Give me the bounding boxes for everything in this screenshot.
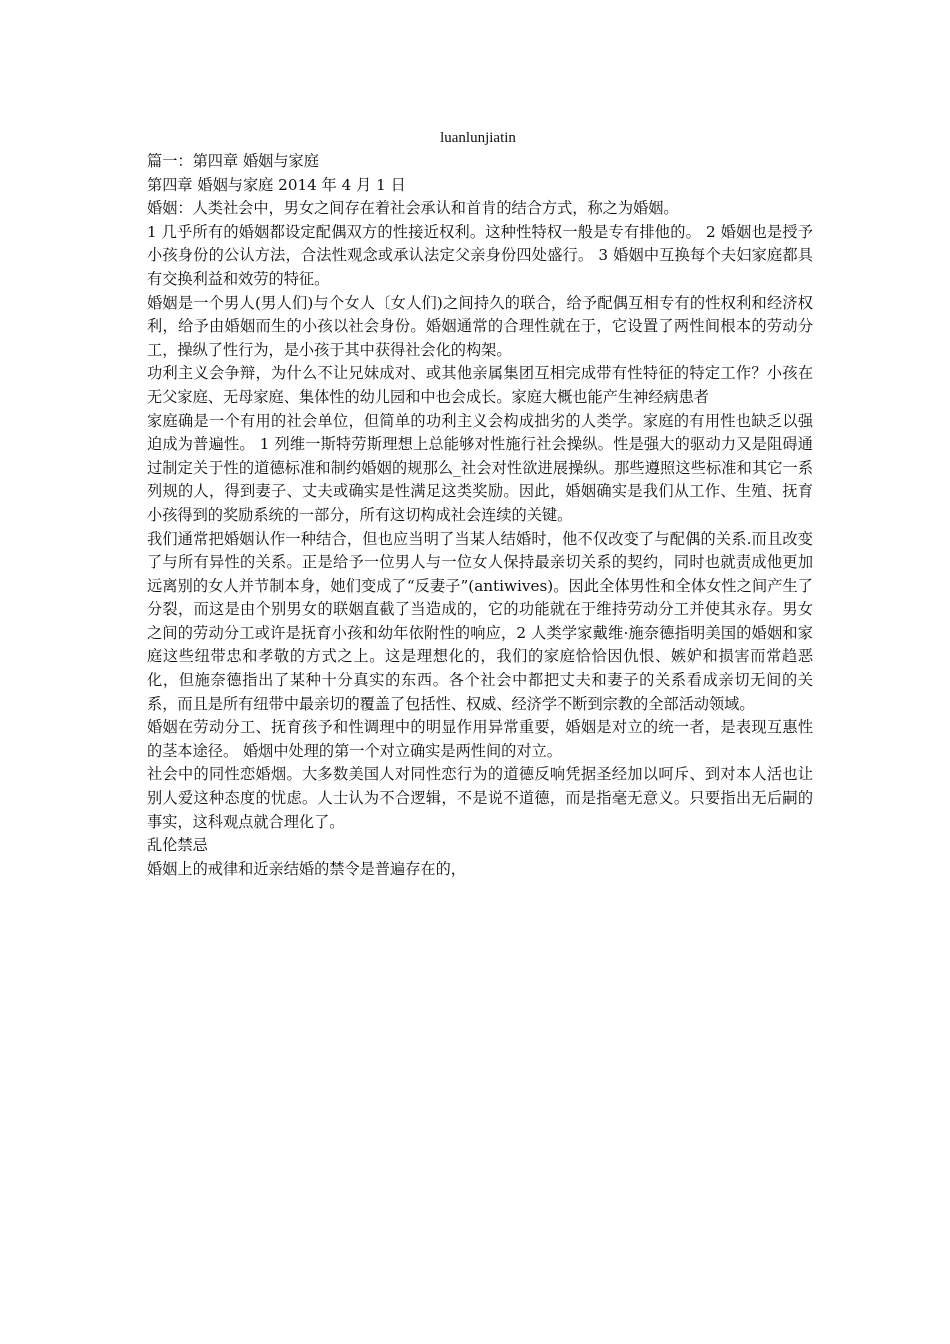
document-body [143,126,813,881]
paragraph: 婚姻是一个男人(男人们)与个女人〔女人们)之间持久的联合，给予配偶互相专有的性权利和经济权利，给予由婚姻而生的小孩以社会身份。婚姻通常的合理性就在于，它设置了两性间根本的劳动分工，操纵了性行为，是小孩于其中获得社会化的构架。 [147,293,813,359]
paragraph: 婚姻：人类社会中，男女之间存在着社会承认和首肯的结合方式，称之为婚姻。 [147,199,679,218]
paragraph: 婚姻在劳动分工、抚育孩予和性调理中的明显作用异常重要，婚姻是对立的统一者，是表现互惠性的茎本途径。 婚烟中处理的第一个对立确实是两性间的对立。 [147,718,813,760]
paragraph: 家庭确是一个有用的社会单位，但简单的功利主义会构成拙劣的人类学。家庭的有用性也缺乏以强迫成为普遍性。 1 列维一斯特劳斯理想上总能够对性施行社会操纵。性是强大的驱动力又是阻碍通过制定关于性的道德标准和制约婚姻的规那么_社会对性欲进展操纵。那些遵照这些标准和其它一系列规的人，得到妻子、丈夫或确实是性满足这类奖励。因此，婚姻确实是我们从工作、生殖、抚育小孩得到的奖励系统的一部分，所有这切构成社会连续的关键。 [147,411,813,524]
paragraph: 1 几乎所有的婚姻都设定配偶双方的性接近权利。这种性特权一般是专有排他的。 2 婚姻也是授予小孩身份的公认方法，合法性观念或承认法定父亲身份四处盛行。 3 婚姻中互换每个夫妇家庭都具有交换利益和效劳的特征。 [147,222,813,288]
paragraph: 婚姻上的戒律和近亲结婚的禁令是普遍存在的， [147,859,466,878]
document-title: luanlunjiatin [440,130,516,146]
paragraph: 我们通常把婚姻认作一种结合，但也应当明了当某人结婚时，他不仅改变了与配偶的关系.而且改变了与所有异性的关系。正是给予一位男人与一位女人保持最亲切关系的契约，同时也就责成他更加远离别的女人并节制本身，她们变成了“反妻子”(antiwives)。因此全体男性和全体女性之间产生了分裂，而这是由个别男女的联姻直截了当造成的，它的功能就在于维持劳动分工并使其永存。男女之间的劳动分工或许是抚育小孩和幼年依附性的响应，2 人类学家戴维·施奈德指明美国的婚姻和家庭这些纽带忠和孝敬的方式之上。这是理想化的，我们的家庭恰恰因仇恨、嫉妒和损害而常趋恶化，但施奈德指出了某种十分真实的东西。各个社会中都把丈夫和妻子的关系看成亲切无间的关系，而且是所有纽带中最亲切的覆盖了包括性、权威、经济学不断到宗教的全部活动领域。 [147,529,813,713]
paragraph: 社会中的同性恋婚烟。大多数美国人对同性恋行为的道德反响凭据圣经加以呵斥、到对本人活也让别人爱这种态度的忧虑。人士认为不合逻辑，不是说不道德，而是指毫无意义。只要指出无后嗣的事实，这科观点就合理化了。 [147,765,813,831]
paragraph: 第四章 婚姻与家庭 2014 年 4 月 1 日 [147,175,406,194]
section-heading: 乱伦禁忌 [147,836,208,855]
paragraph: 篇一：第四章 婚姻与家庭 [147,152,319,170]
paragraph: 功利主义会争辩，为什么不让兄妹成对、或其他亲属集团互相完成带有性特征的特定工作？小孩在无父家庭、无母家庭、集体性的幼儿园和中也会成长。家庭大概也能产生神经病患者 [147,364,813,406]
